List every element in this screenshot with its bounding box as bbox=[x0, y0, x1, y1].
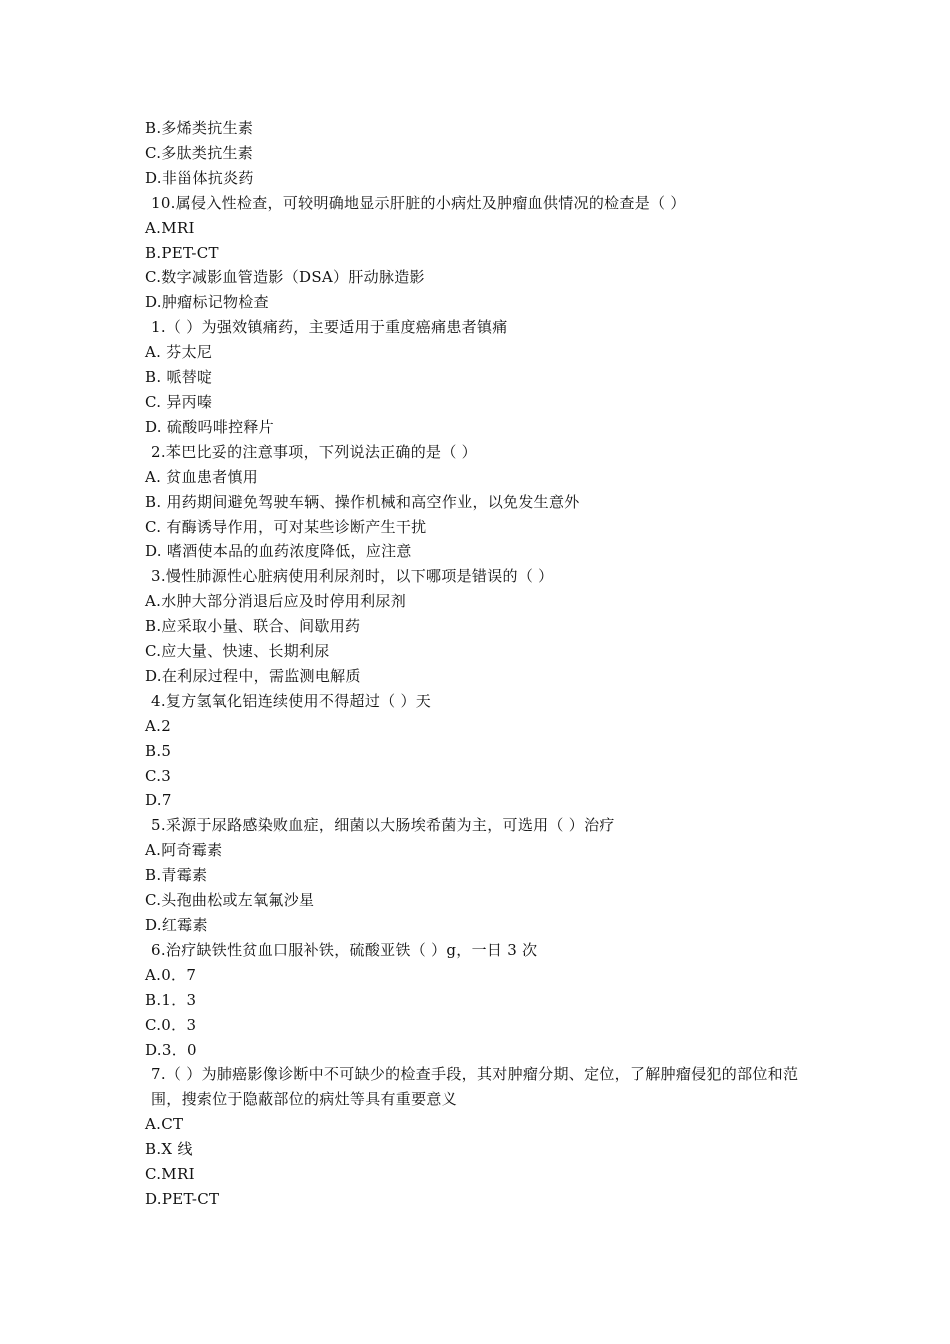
answer-option: D.3．0 bbox=[145, 1040, 197, 1059]
question-text: 3.慢性肺源性心脏病使用利尿剂时，以下哪项是错误的（ ） bbox=[151, 567, 554, 586]
answer-option: B. 用药期间避免驾驶车辆、操作机械和高空作业，以免发生意外 bbox=[145, 492, 580, 511]
answer-option: B.应采取小量、联合、间歇用药 bbox=[145, 617, 361, 636]
answer-option: B.青霉素 bbox=[145, 866, 208, 885]
answer-option: A.MRI bbox=[145, 218, 195, 237]
question-text: 7.（ ）为肺癌影像诊断中不可缺少的检查手段，其对肿瘤分期、定位，了解肿瘤侵犯的部位和范围，搜索位于隐蔽部位的病灶等具有重要意义 bbox=[151, 1065, 799, 1109]
answer-option: C.头孢曲松或左氧氟沙星 bbox=[145, 891, 315, 910]
answer-option: B.多烯类抗生素 bbox=[145, 119, 254, 137]
answer-option: A.2 bbox=[145, 716, 172, 735]
answer-option: A.CT bbox=[145, 1115, 184, 1134]
answer-option: B. 哌替啶 bbox=[145, 368, 213, 387]
answer-option: A. 芬太尼 bbox=[145, 343, 213, 362]
answer-option: C.0．3 bbox=[145, 1015, 197, 1034]
question-text: 10.属侵入性检查，可较明确地显示肝脏的小病灶及肿瘤血供情况的检查是（ ） bbox=[151, 193, 686, 212]
answer-option: C.数字减影血管造影（DSA）肝动脉造影 bbox=[145, 268, 425, 287]
answer-option: A.0．7 bbox=[145, 965, 197, 984]
answer-option: D.非甾体抗炎药 bbox=[145, 168, 254, 187]
answer-option: D.7 bbox=[145, 791, 172, 810]
answer-option: C. 异丙嗪 bbox=[145, 392, 213, 411]
answer-option: D. 嗜酒使本品的血药浓度降低，应注意 bbox=[145, 542, 412, 561]
question-text: 5.采源于尿路感染败血症，细菌以大肠埃希菌为主，可选用（ ）治疗 bbox=[151, 816, 615, 835]
answer-option: C.MRI bbox=[145, 1165, 195, 1184]
answer-option: A.阿奇霉素 bbox=[145, 841, 223, 860]
answer-option: A.水肿大部分消退后应及时停用利尿剂 bbox=[145, 592, 407, 611]
question-text: 1.（ ）为强效镇痛药，主要适用于重度癌痛患者镇痛 bbox=[151, 318, 508, 337]
answer-option: B.1．3 bbox=[145, 990, 197, 1009]
answer-option: B.5 bbox=[145, 741, 172, 760]
answer-option: D. 硫酸吗啡控释片 bbox=[145, 417, 275, 436]
question-text: 6.治疗缺铁性贫血口服补铁，硫酸亚铁（ ）g，一日 3 次 bbox=[151, 940, 538, 959]
answer-option: D.红霉素 bbox=[145, 916, 208, 934]
question-text: 2.苯巴比妥的注意事项，下列说法正确的是（ ） bbox=[151, 442, 477, 461]
answer-option: D.肿瘤标记物检查 bbox=[145, 293, 269, 312]
answer-option: D.在利尿过程中，需监测电解质 bbox=[145, 666, 361, 685]
answer-option: C.3 bbox=[145, 766, 172, 785]
document-body bbox=[145, 116, 815, 1212]
answer-option: B.PET-CT bbox=[145, 243, 219, 262]
answer-option: C.多肽类抗生素 bbox=[145, 143, 254, 162]
question-text: 4.复方氢氧化铝连续使用不得超过（ ）天 bbox=[151, 691, 432, 710]
answer-option: D.PET-CT bbox=[145, 1189, 220, 1208]
answer-option: B.X 线 bbox=[145, 1140, 193, 1159]
answer-option: C. 有酶诱导作用，可对某些诊断产生干扰 bbox=[145, 517, 427, 536]
answer-option: A. 贫血患者慎用 bbox=[145, 467, 259, 486]
answer-option: C.应大量、快速、长期利尿 bbox=[145, 642, 330, 661]
